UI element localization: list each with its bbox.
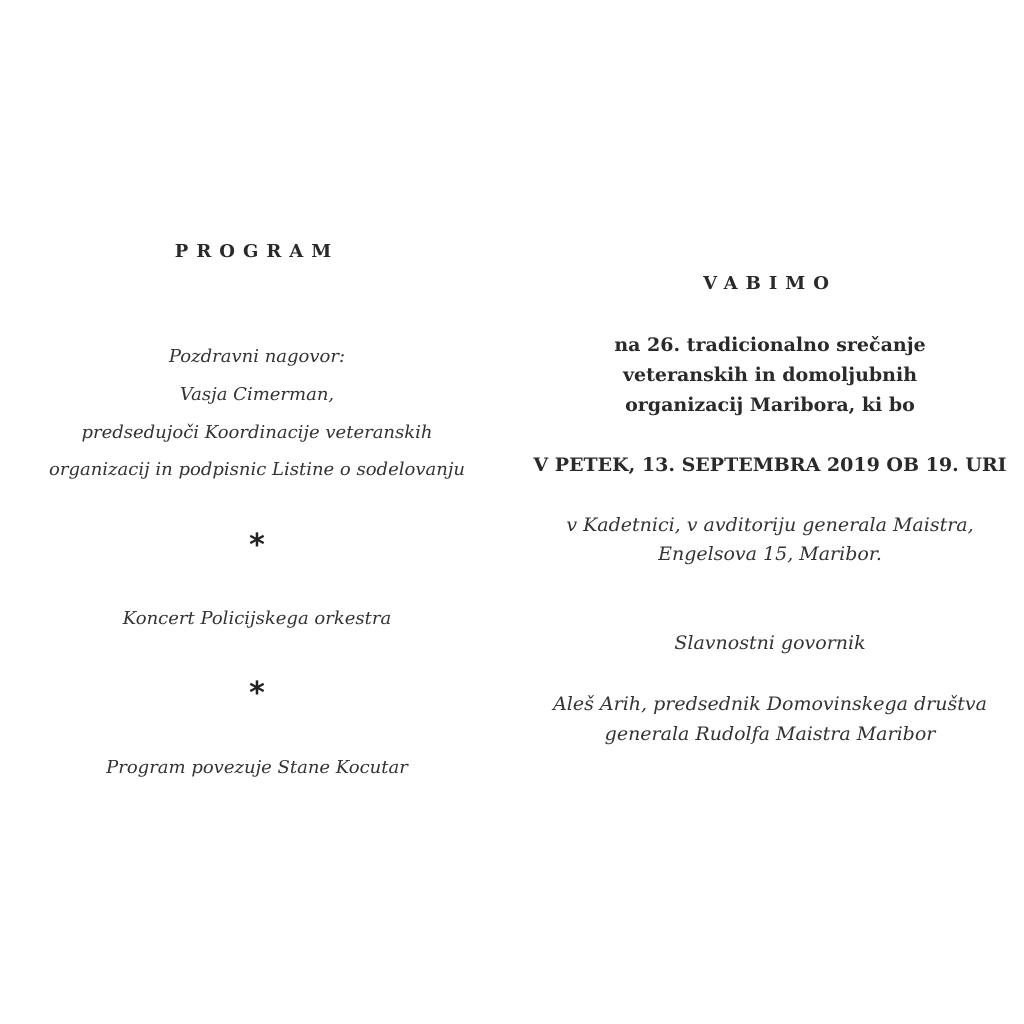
location-line-2: Engelsova 15, Maribor. <box>658 543 882 565</box>
invitation-title: VABIMO <box>703 273 837 294</box>
greeting-line-3: organizacij in podpisnic Listine o sodelovanju <box>49 459 465 480</box>
intro-line-1: na 26. tradicionalno srečanje <box>614 334 926 356</box>
separator-2: * <box>249 676 265 711</box>
greeting-line-1: Vasja Cimerman, <box>179 384 335 405</box>
speaker-line-2: generala Rudolfa Maistra Maribor <box>604 723 936 745</box>
greeting-line-2: predsedujoči Koordinacije veteranskih <box>81 422 433 443</box>
invitation-column <box>520 0 1020 1024</box>
concert-item: Koncert Policijskega orkestra <box>122 608 392 629</box>
intro-line-3: organizacij Maribora, ki bo <box>625 394 915 416</box>
intro-line-2: veteranskih in domoljubnih <box>622 364 918 386</box>
program-title: PROGRAM <box>174 241 340 262</box>
event-date-time: V PETEK, 13. SEPTEMBRA 2019 OB 19. URI <box>533 454 1007 476</box>
speaker-label: Slavnostni govornik <box>674 632 866 654</box>
program-column <box>20 0 494 1024</box>
host-item: Program povezuje Stane Kocutar <box>106 757 408 778</box>
speaker-line-1: Aleš Arih, predsednik Domovinskega društva <box>553 693 987 715</box>
location-line-1: v Kadetnici, v avditoriju generala Maistra, <box>566 514 974 536</box>
separator-1: * <box>249 528 265 563</box>
greeting-label: Pozdravni nagovor: <box>168 346 346 367</box>
